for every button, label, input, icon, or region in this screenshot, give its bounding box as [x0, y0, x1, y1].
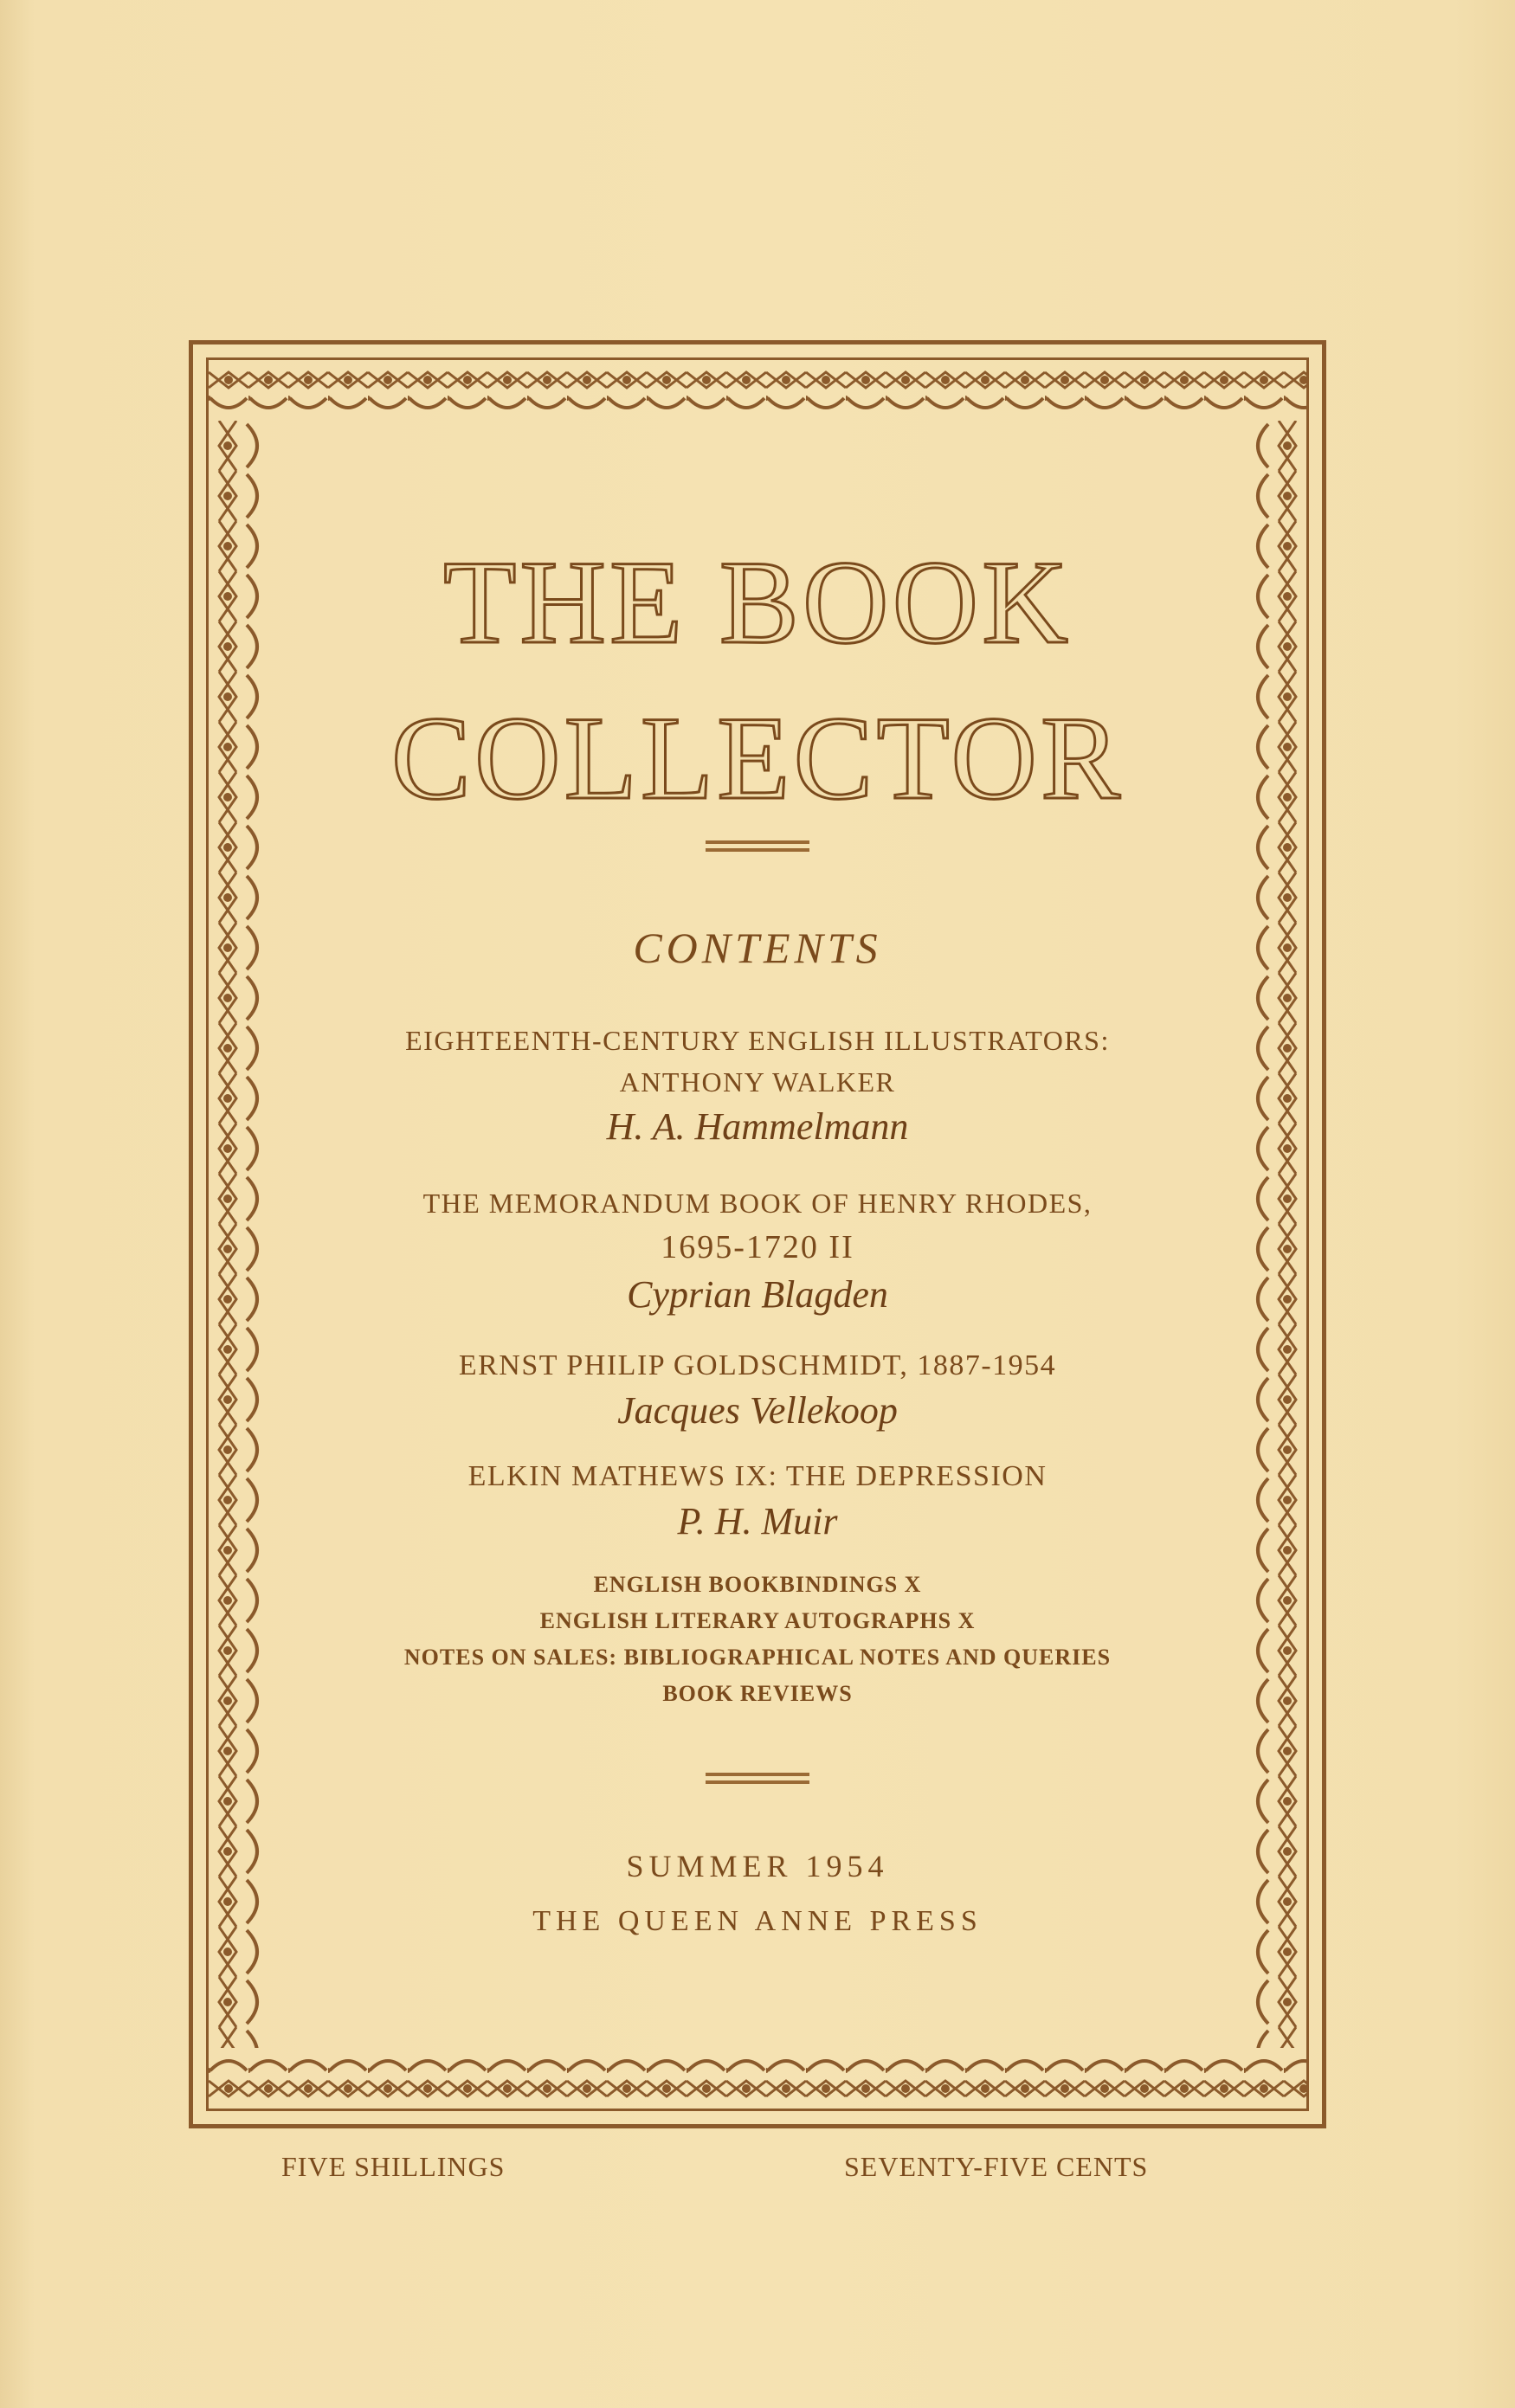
ornamental-border-top-icon: [209, 360, 1306, 421]
publisher-name: THE QUEEN ANNE PRESS: [532, 1905, 983, 1937]
list-item: BOOK REVIEWS: [662, 1681, 853, 1706]
price-uk: FIVE SHILLINGS: [281, 2151, 506, 2182]
journal-title-line-2: COLLECTOR: [390, 692, 1125, 824]
article-entry: [269, 1020, 1246, 1151]
ornamental-border-right-icon: [1246, 421, 1306, 2048]
article-author: H. A. Hammelmann: [606, 1105, 909, 1148]
article-author: Jacques Vellekoop: [617, 1389, 898, 1432]
price-us: SEVENTY-FIVE CENTS: [844, 2151, 1149, 2182]
issue-info: [269, 1838, 1246, 1949]
contents-heading: CONTENTS: [633, 924, 882, 972]
article-entry: [269, 1345, 1246, 1435]
divider-rule-bottom: [706, 1773, 809, 1784]
article-title-line: ERNST PHILIP GOLDSCHMIDT, 1887-1954: [458, 1349, 1057, 1381]
article-author: P. H. Muir: [677, 1500, 838, 1542]
ornamental-border-left-icon: [209, 421, 269, 2048]
list-item: ENGLISH LITERARY AUTOGRAPHS X: [539, 1608, 976, 1633]
cover-content: [269, 421, 1246, 2048]
article-title-line: ELKIN MATHEWS IX: THE DEPRESSION: [467, 1460, 1048, 1492]
journal-title-line-1: THE BOOK: [443, 536, 1072, 668]
article-author: Cyprian Blagden: [627, 1273, 888, 1316]
minor-items-list: [269, 1567, 1246, 1712]
list-item: NOTES ON SALES: BIBLIOGRAPHICAL NOTES AND QUERIES: [403, 1645, 1112, 1670]
article-entry: [269, 1182, 1246, 1319]
article-entry: [269, 1456, 1246, 1546]
divider-rule-top: [706, 840, 809, 852]
article-title-line: ANTHONY WALKER: [619, 1066, 896, 1098]
article-title-line: EIGHTEENTH-CENTURY ENGLISH ILLUSTRATORS:: [405, 1025, 1110, 1056]
issue-date: SUMMER 1954: [626, 1849, 889, 1883]
ornamental-border-bottom-icon: [209, 2048, 1306, 2109]
article-title-line: THE MEMORANDUM BOOK OF HENRY RHODES,: [422, 1188, 1093, 1219]
article-title-line: 1695-1720 II: [661, 1229, 854, 1265]
list-item: ENGLISH BOOKBINDINGS X: [593, 1572, 922, 1597]
journal-title: [269, 525, 1246, 836]
